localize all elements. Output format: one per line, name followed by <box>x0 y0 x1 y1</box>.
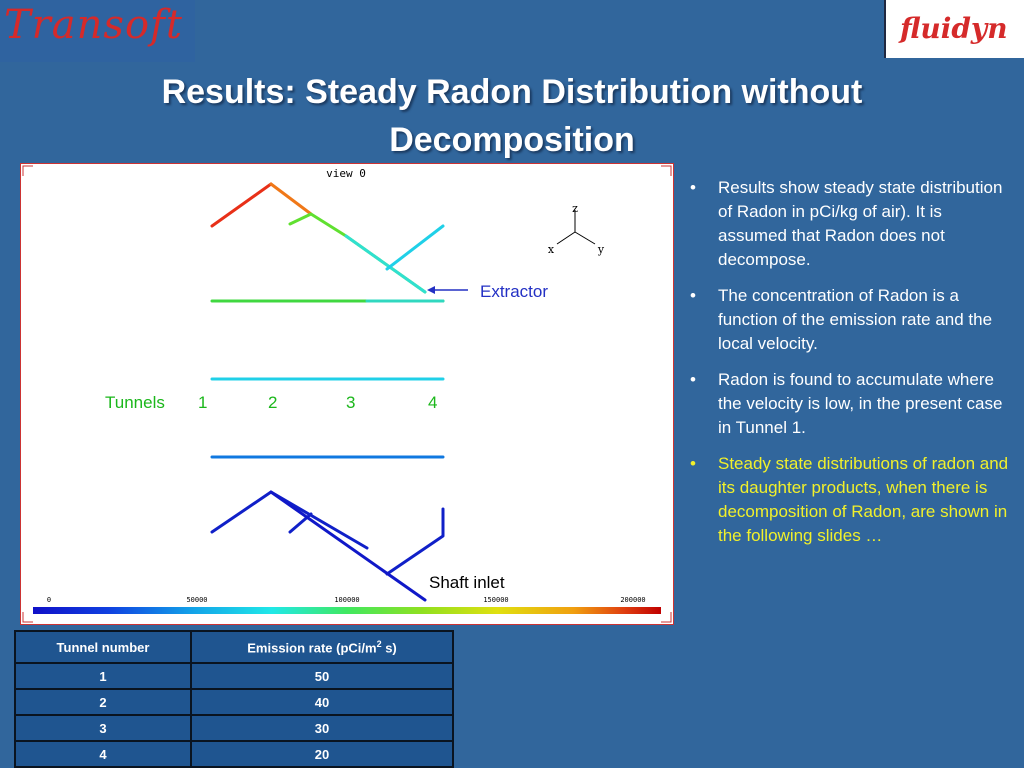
fluidyn-logo-text: fluidyn <box>900 12 1008 45</box>
bullet-list <box>690 176 1012 560</box>
bullet-item <box>690 176 1012 272</box>
scale-tick-150000: 150000 <box>483 596 509 604</box>
tunnel-number-4: 4 <box>428 393 438 412</box>
cell-rate: 50 <box>191 663 453 689</box>
bullet-item <box>690 368 1012 440</box>
scale-tick-100000: 100000 <box>334 596 360 604</box>
cell-tunnel: 4 <box>15 741 191 767</box>
bullet-dot-icon: • <box>690 370 696 389</box>
emission-rate-table <box>14 630 454 768</box>
bullet-text: Radon is found to accumulate where the velocity is low, in the present case in Tunnel 1. <box>718 370 1003 437</box>
header-tunnel-number: Tunnel number <box>15 631 191 663</box>
scale-tick-200000: 200000 <box>620 596 646 604</box>
roof-left <box>212 184 271 226</box>
table-row <box>15 741 453 767</box>
table-header-row <box>15 631 453 663</box>
bottom-right <box>387 509 443 574</box>
axis-y-label: y <box>597 243 605 256</box>
axis-x-label: x <box>547 243 555 256</box>
upper-diagonal <box>290 214 425 292</box>
cell-tunnel: 2 <box>15 689 191 715</box>
upper-diagonal-2 <box>346 236 425 292</box>
header-emission-rate-prefix: Emission rate (pCi/m <box>247 640 377 656</box>
bullet-item <box>690 284 1012 356</box>
cell-rate: 40 <box>191 689 453 715</box>
tunnels-label: Tunnels <box>105 393 165 412</box>
axis-triad-icon <box>557 210 595 244</box>
tunnel-network <box>212 184 443 600</box>
tunnel-number-3: 3 <box>346 393 356 412</box>
scale-tick-0: 0 <box>46 596 52 604</box>
extractor-arrowhead <box>427 286 435 294</box>
header-emission-rate-sup: 2 <box>376 638 382 649</box>
header-emission-rate <box>191 631 453 663</box>
cell-tunnel: 1 <box>15 663 191 689</box>
title-line-1: Results: Steady Radon Distribution without <box>161 73 863 111</box>
roof-right <box>271 184 311 214</box>
table-row <box>15 715 453 741</box>
view-label: view 0 <box>326 167 366 180</box>
table-row <box>15 689 453 715</box>
cell-rate: 20 <box>191 741 453 767</box>
cell-tunnel: 3 <box>15 715 191 741</box>
extractor-label: Extractor <box>480 282 549 301</box>
bullet-item-highlight <box>690 452 1012 548</box>
extractor-branch <box>387 226 443 269</box>
bullet-text: Steady state distributions of radon and its daughter products, when there is decomposition of Radon, are shown in the following slides … <box>718 454 1009 545</box>
color-scale <box>33 596 661 614</box>
tunnel-number-2: 2 <box>268 393 278 412</box>
bullet-text: The concentration of Radon is a function of the emission rate and the local velocity. <box>718 286 993 353</box>
transoft-logo <box>0 0 195 62</box>
scale-tick-50000: 50000 <box>186 596 208 604</box>
radon-distribution-figure <box>20 163 674 625</box>
bullet-dot-icon: • <box>690 286 696 305</box>
color-scale-bar <box>33 607 661 614</box>
title-line-2: Decomposition <box>389 121 635 159</box>
transoft-logo-text: Transoft <box>4 2 183 48</box>
axis-z-label: z <box>572 202 578 215</box>
header-emission-rate-suffix: s) <box>381 640 397 656</box>
bullet-dot-icon: • <box>690 454 696 473</box>
slide-title <box>110 68 914 164</box>
bullet-dot-icon: • <box>690 178 696 197</box>
shaft-inlet-label: Shaft inlet <box>429 573 505 592</box>
tunnel-number-1: 1 <box>198 393 208 412</box>
fluidyn-logo <box>884 0 1024 58</box>
bullet-text: Results show steady state distribution of Radon in pCi/kg of air). It is assumed that Radon does not decompose. <box>718 178 1003 269</box>
shaft-inlet-line <box>271 492 425 600</box>
tunnel-network-plot <box>21 164 673 624</box>
cell-rate: 30 <box>191 715 453 741</box>
table-row <box>15 663 453 689</box>
